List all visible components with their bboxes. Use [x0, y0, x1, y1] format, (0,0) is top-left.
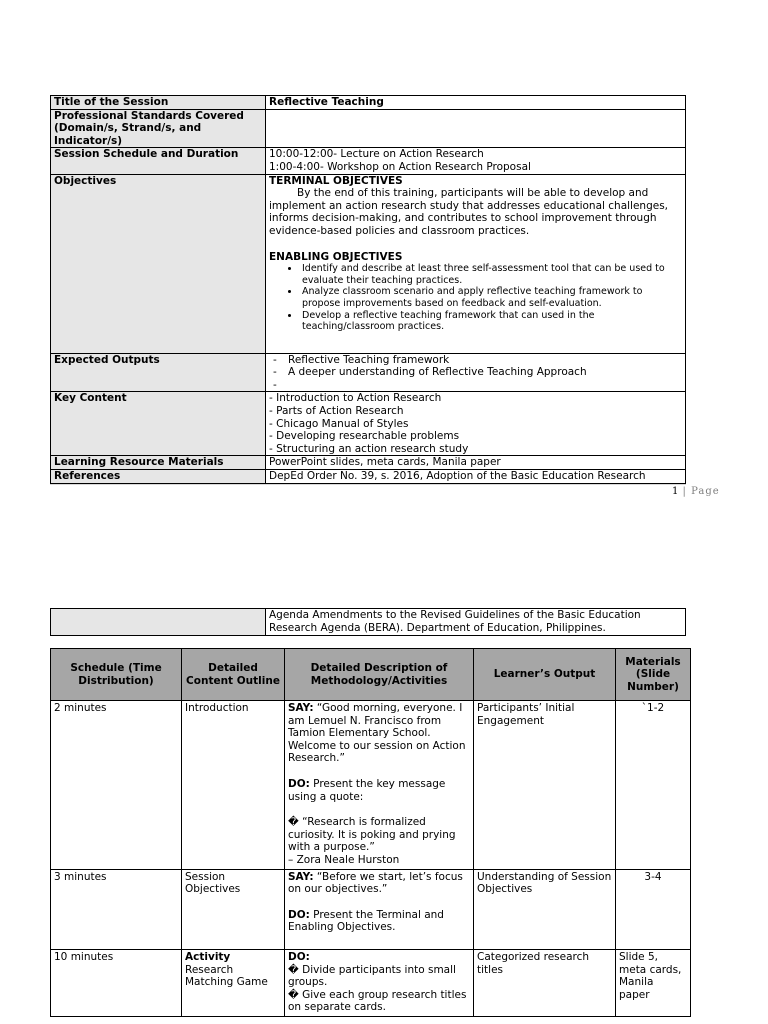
objectives-value: [266, 174, 686, 353]
outputs-label: Expected Outputs: [51, 353, 266, 392]
references-continued-table: [50, 608, 686, 636]
row-materials: 3-4: [616, 869, 691, 949]
say-label: SAY:: [288, 702, 314, 714]
title-value: Reflective Teaching: [266, 96, 686, 110]
references-label: References: [51, 470, 266, 484]
row-time: 10 minutes: [51, 949, 182, 1016]
output-item: - Reflective Teaching framework: [286, 354, 682, 367]
key-content-item: - Chicago Manual of Styles: [269, 417, 409, 430]
page-number: 1: [672, 486, 679, 497]
do-item: Divide participants into small groups.: [288, 963, 456, 989]
do-label: DO:: [288, 950, 310, 963]
key-content-label: Key Content: [51, 392, 266, 456]
schedule-value: [266, 148, 686, 174]
key-content-item: - Developing researchable problems: [269, 430, 460, 443]
page-separator: |: [678, 486, 692, 497]
table-row: [51, 949, 691, 1016]
do-text: Present the key message using a quote:: [288, 777, 446, 803]
key-content-item: - Structuring an action research study: [269, 442, 469, 455]
enabling-item: • Develop a reflective teaching framework that can used in the teaching/classroom practices.: [300, 310, 682, 333]
row-standards: [51, 109, 686, 148]
row-outline: Introduction: [182, 701, 285, 870]
quote-text: “Research is formalized curiosity. It is poking and prying with a purpose.”: [288, 816, 456, 854]
references-value: DepEd Order No. 39, s. 2016, Adoption of the Basic Education Research: [266, 470, 686, 484]
bullet-icon: �: [288, 988, 299, 1001]
row-description: [285, 949, 474, 1016]
key-content-item: - Parts of Action Research: [269, 405, 404, 418]
output-item: [286, 379, 682, 392]
output-item: - A deeper understanding of Reflective Teaching Approach: [286, 366, 682, 379]
table-row: [51, 701, 691, 870]
references-continued-text: Agenda Amendments to the Revised Guidelines of the Basic Education Research Agenda (BERA). Department of Education, Philippines.: [266, 609, 686, 636]
row-key-content: [51, 392, 686, 456]
footer-divider: [50, 484, 686, 485]
standards-value: [266, 109, 686, 148]
terminal-text: By the end of this training, participants will be able to develop and implement an action research study that addresses educational challenges, informs decision-making, and contributes to school improvement through evidence-based policies and classroom practices.: [269, 187, 669, 237]
row-outline: Session Objectives: [182, 869, 285, 949]
row-outline: [182, 949, 285, 1016]
do-label: DO:: [288, 777, 310, 790]
methodology-header-row: [51, 649, 691, 701]
quote-icon: �: [288, 816, 299, 829]
outline-text: Research Matching Game: [185, 963, 268, 989]
say-text: “Good morning, everyone. I am Lemuel N. Francisco from Tamion Elementary School. Welcome to our session on Action Research.”: [288, 702, 466, 765]
quote-author: – Zora Neale Hurston: [288, 853, 400, 866]
enabling-item: • Identify and describe at least three self-assessment tool that can be used to evaluate their teaching practices.: [300, 263, 682, 286]
say-label: SAY:: [288, 870, 314, 883]
row-references: [51, 470, 686, 484]
key-content-item: - Introduction to Action Research: [269, 392, 442, 405]
say-text: “Before we start, let’s focus on our objectives.”: [288, 870, 463, 896]
do-label: DO:: [288, 908, 310, 921]
row-description: [285, 869, 474, 949]
row-time: 3 minutes: [51, 869, 182, 949]
schedule-line: 1:00-4:00- Workshop on Action Research Proposal: [269, 160, 531, 173]
header-outline: Detailed Content Outline: [182, 649, 285, 701]
do-text: Present the Terminal and Enabling Objectives.: [288, 908, 444, 934]
row-materials: Slide 5, meta cards, Manila paper: [616, 949, 691, 1016]
title-label: Title of the Session: [51, 96, 266, 110]
session-info-table: [50, 95, 686, 484]
bullet-icon: �: [288, 963, 299, 976]
schedule-label: Session Schedule and Duration: [51, 148, 266, 174]
page-word: Page: [691, 486, 720, 497]
enabling-list: [269, 263, 682, 333]
do-item: Give each group research titles on separate cards.: [288, 988, 467, 1014]
row-output: Understanding of Session Objectives: [474, 869, 616, 949]
page-footer: [672, 486, 720, 497]
row-objectives: [51, 174, 686, 353]
enabling-item: • Analyze classroom scenario and apply reflective teaching framework to propose improvements based on feedback and self-evaluation.: [300, 286, 682, 309]
schedule-line: 10:00-12:00- Lecture on Action Research: [269, 148, 484, 161]
standards-label: Professional Standards Covered (Domain/s, Strand/s, and Indicator/s): [51, 109, 266, 148]
row-materials: `1-2: [616, 701, 691, 870]
key-content-value: [266, 392, 686, 456]
outputs-value: [266, 353, 686, 392]
table-row: [51, 869, 691, 949]
row-output: Categorized research titles: [474, 949, 616, 1016]
row-description: [285, 701, 474, 870]
enabling-heading: ENABLING OBJECTIVES: [269, 250, 403, 263]
row-outputs: [51, 353, 686, 392]
outputs-list: [269, 354, 682, 392]
objectives-label: Objectives: [51, 174, 266, 353]
row-schedule: [51, 148, 686, 174]
header-output: Learner’s Output: [474, 649, 616, 701]
terminal-heading: TERMINAL OBJECTIVES: [269, 174, 403, 187]
header-description: Detailed Description of Methodology/Activities: [285, 649, 474, 701]
row-materials: [51, 456, 686, 470]
row-time: 2 minutes: [51, 701, 182, 870]
materials-label: Learning Resource Materials: [51, 456, 266, 470]
materials-value: PowerPoint slides, meta cards, Manila paper: [266, 456, 686, 470]
row-title: [51, 96, 686, 110]
outline-title: Activity: [185, 950, 231, 963]
header-materials: Materials (Slide Number): [616, 649, 691, 701]
header-schedule: Schedule (Time Distribution): [51, 649, 182, 701]
methodology-table: [50, 648, 691, 1017]
references-continued-label: [51, 609, 266, 636]
row-output: Participants’ Initial Engagement: [474, 701, 616, 870]
